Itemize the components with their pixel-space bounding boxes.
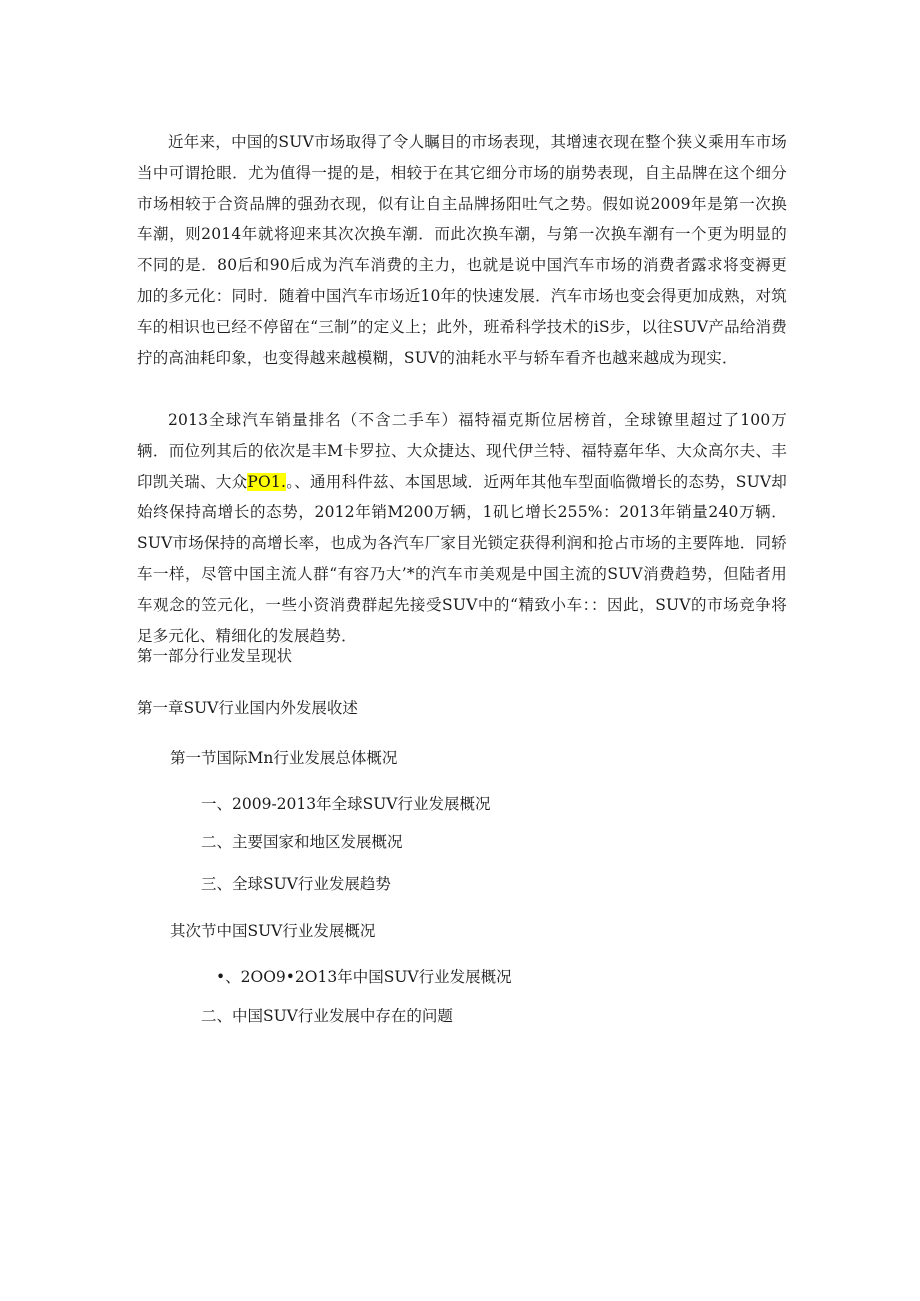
section-heading-2: 其次节中国SUV行业发展概况 — [170, 922, 376, 940]
sales-paragraph-text-1: 2013全球汽车销量排名（不含二手车）福特福克斯位居榜首，全球镣里超过了100万辆．而位列其后的依次是丰M卡罗拉、大众捷达、现代伊兰特、福特嘉年华、大众高尔夫、丰印凯关瑞、大众 — [137, 411, 787, 491]
outline-item: •、2OO9•2O13年中国SUV行业发展概况 — [216, 968, 512, 986]
section-heading-1: 第一节国际Mn行业发展总体概况 — [170, 749, 398, 767]
part-heading: 第一部分行业发呈现状 — [137, 647, 293, 665]
highlighted-text: PO1. — [247, 472, 287, 491]
sales-paragraph-text-2: 。、通用科件兹、本国思域．近两年其他车型面临微增长的态势，SUV却始终保持高增长的态势，2012年销M200万辆，1矶匕增长255%：2013年销量240万辆．SUV市场保持的高增长率，也成为各汽车厂家目光锁定获得利润和抢占市场的主要阵地．同轿车一样，尽管中国主流人群“有容乃大’*的汽车市美观是中国主流的SUV消费趋势，但陆者用车观念的笠元化，一些小资消费群起先接受SUV中的“精致小车：：因此，SUV的市场竞争将足多元化、精细化的发展趋势． — [137, 472, 787, 645]
chapter-heading: 第一章SUV行业国内外发展收述 — [137, 699, 358, 717]
outline-item: 二、中国SUV行业发展中存在的问题 — [201, 1007, 453, 1025]
outline-item: 一、2009-2013年全球SUV行业发展概况 — [201, 795, 491, 813]
outline-item: 二、主要国家和地区发展概况 — [201, 833, 403, 851]
outline-item: 三、全球SUV行业发展趋势 — [201, 875, 391, 893]
sales-paragraph — [137, 405, 787, 651]
intro-paragraph: 近年来，中国的SUV市场取得了令人瞩目的市场表现，其增速衣现在整个狭义乘用车市场当中可谓抢眼．尤为值得一提的是，相较于在其它细分市场的崩势表现，自主品牌在这个细分市场相较于合资品牌的强劲衣现，似有让自主品牌扬阳吐气之势。假如说2009年是第一次换车潮，则2014年就将迎来其次次换车潮．而此次换车潮，与第一次换车潮有一个更为明显的不同的是．80后和90后成为汽车消费的主力，也就是说中国汽车市场的消费者露求将变褥更加的多元化：同时．随着中国汽车市场近10年的快速发展．汽车市场也变会得更加成熟，对筑车的相识也已经不停留在“三制”的定义上；此外，班希科学技术的iS步，以往SUV产品给消费拧的高油耗印象，也变得越来越模糊，SUV的油耗水平与轿车看齐也越来越成为现实． — [137, 133, 787, 367]
